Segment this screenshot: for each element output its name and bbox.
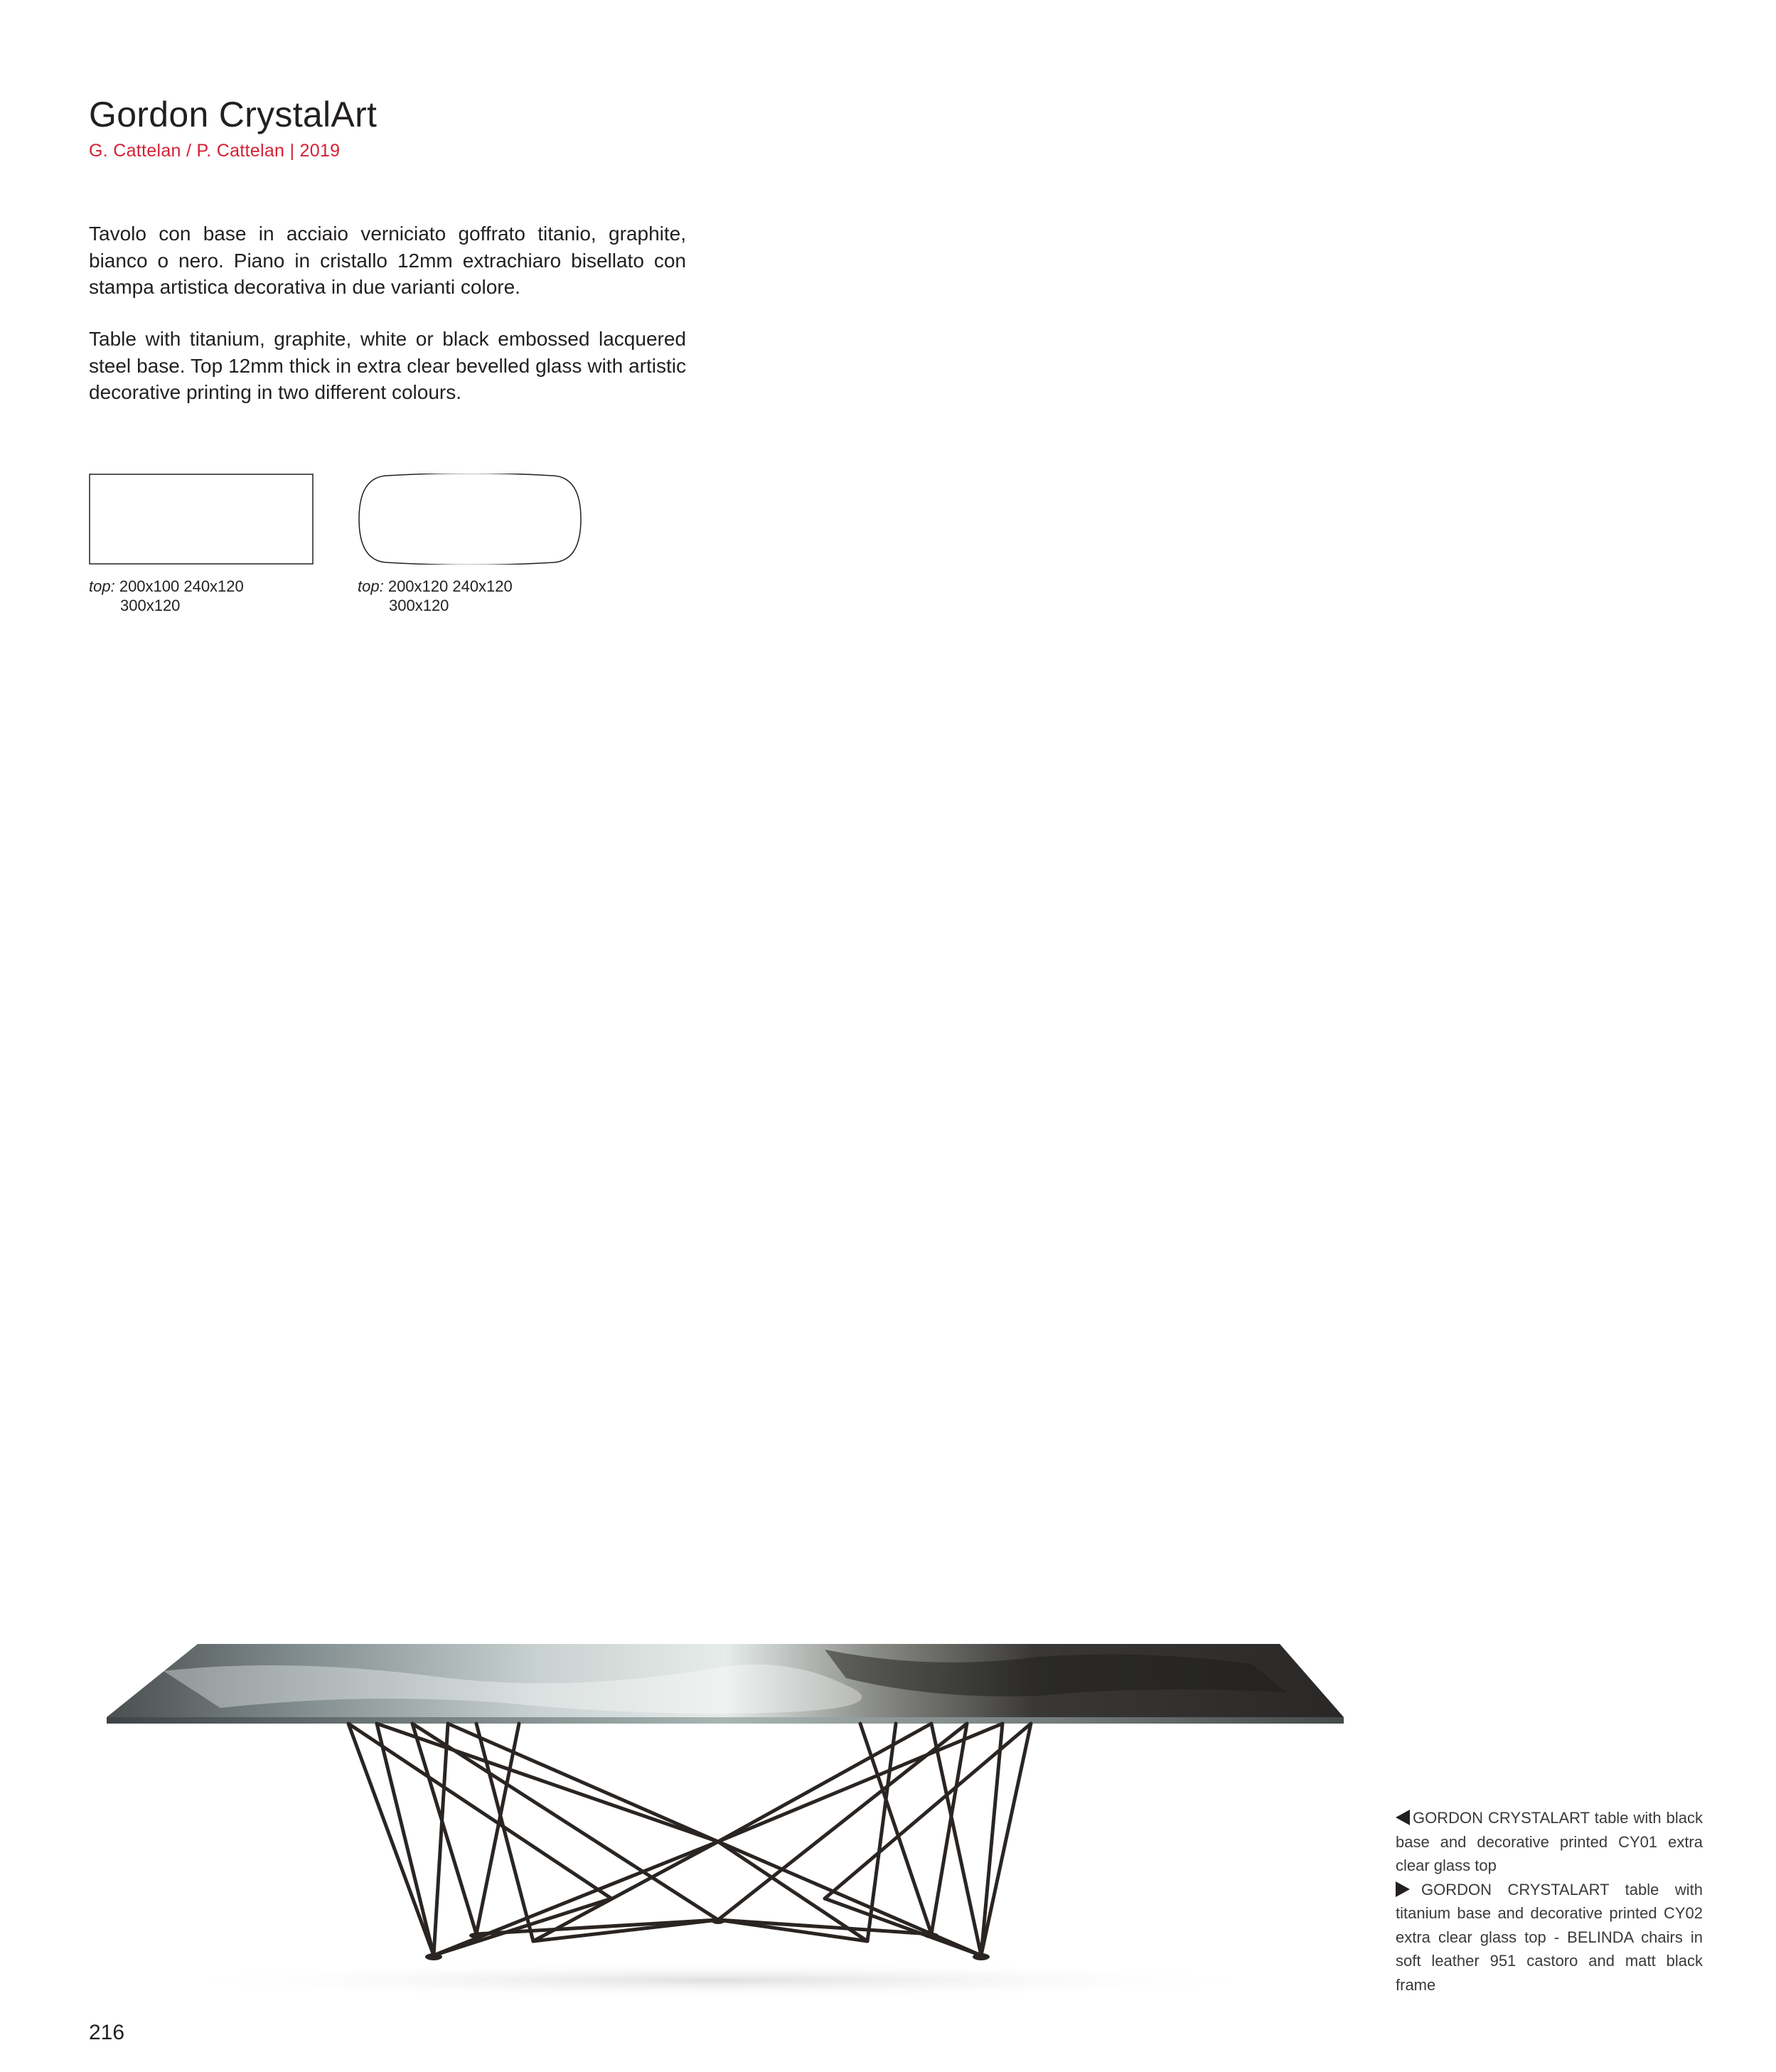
caption-right-text: GORDON CRYSTALART table with titanium base and decorative printed CY02 extra clear glass top - BELINDA chairs in soft leather 951 castoro and matt black frame — [1396, 1880, 1703, 1994]
glass-edge — [107, 1717, 1344, 1724]
description-italian: Tavolo con base in acciaio verniciato goffrato titanio, graphite, bianco o nero. Piano in cristallo 12mm extrachiaro bisellato con stampa artistica decorativa in due varianti colore. — [89, 223, 686, 298]
designer-credit: G. Cattelan / P. Cattelan | 2019 — [89, 141, 341, 161]
photo-caption — [1396, 1806, 1703, 1997]
sizes-line-1: 200x120 240x120 — [387, 577, 513, 595]
caption-right-item — [1396, 1878, 1703, 1997]
description-english: Table with titanium, graphite, white or black embossed lacquered steel base. Top 12mm thick in extra clear bevelled glass with artistic decorative printing in two different colours. — [89, 328, 686, 403]
top-label: top: — [89, 577, 115, 595]
page-number: 216 — [89, 2021, 125, 2044]
top-label: top: — [358, 577, 384, 595]
arrow-right-icon — [1396, 1881, 1410, 1897]
sizes-line-1: 200x100 240x120 — [119, 577, 244, 595]
sizes-line-2: 300x120 — [120, 597, 181, 614]
rectangular-top-diagram — [89, 474, 314, 565]
caption-left-text: GORDON CRYSTALART table with black base and decorative printed CY01 extra clear glass top — [1396, 1809, 1703, 1874]
arrow-left-icon — [1396, 1810, 1410, 1825]
wire-base — [348, 1724, 1031, 1955]
sizes-line-2: 300x120 — [389, 597, 449, 614]
table-photo — [78, 1628, 1358, 1998]
barrel-top-sizes — [358, 577, 513, 615]
product-title: Gordon CrystalArt — [89, 95, 378, 134]
floor-shadow — [149, 1962, 1287, 1998]
barrel-top-diagram — [358, 474, 582, 565]
caption-left-item — [1396, 1806, 1703, 1878]
rectangular-top-sizes — [89, 577, 244, 615]
